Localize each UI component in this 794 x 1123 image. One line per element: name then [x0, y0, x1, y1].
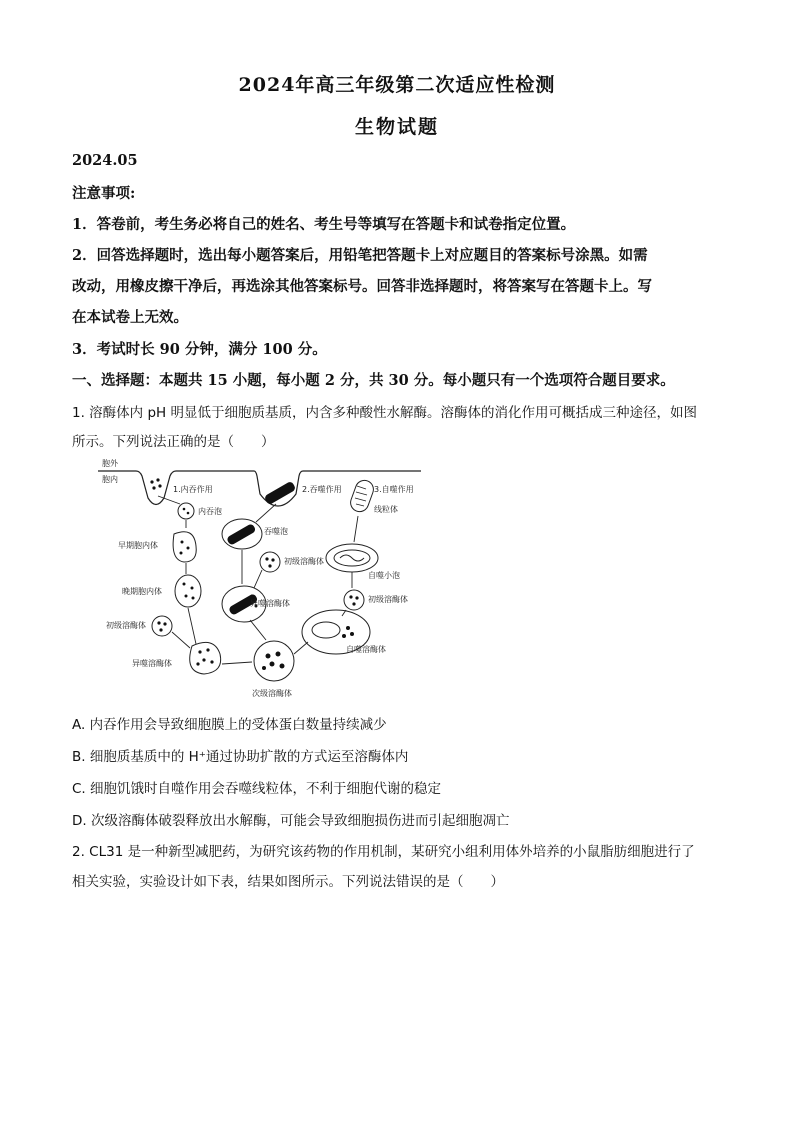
label-outside: 胞外 [102, 459, 118, 468]
label-late-endosome: 晚期胞内体 [122, 587, 162, 596]
section-heading: 一、选择题：本题共 15 小题，每小题 2 分，共 30 分。每小题只有一个选项符合题目要求。 [72, 372, 675, 389]
primary-lysosome-1 [152, 616, 172, 636]
exam-title: 2024年高三年级第二次适应性检测 [238, 74, 556, 96]
label-endocytosis: 1.内吞作用 [173, 485, 213, 494]
exam-date: 2024.05 [72, 152, 138, 169]
primary-lysosome-3 [344, 590, 364, 610]
exam-subtitle: 生物试题 [354, 116, 439, 138]
label-mitochondrion: 线粒体 [374, 505, 398, 514]
early-endosome [173, 532, 196, 562]
note-2-line-2: 改动，用橡皮擦干净后，再选涂其他答案标号。回答非选择题时，将答案写在答题卡上。写 [72, 278, 652, 295]
mitochondrion-icon [348, 478, 376, 514]
note-2-line-1: 2．回答选择题时，选出每小题答案后，用铅笔把答题卡上对应题目的答案标号涂黑。如需 [72, 247, 648, 264]
notes-heading: 注意事项: [72, 185, 136, 202]
q1-stem-line-1: 1. 溶酶体内 pH 明显低于细胞质基质，内含多种酸性水解酶。溶酶体的消化作用可概括成三种途径，如图 [72, 405, 697, 421]
q2-stem-line-2: 相关实验，实验设计如下表，结果如图所示。下列说法错误的是（ ） [72, 874, 504, 890]
label-phagosome: 吞噬泡 [264, 527, 288, 536]
label-heterophagic-1: 异噬溶酶体 [132, 659, 172, 668]
phagocytosed-particle [264, 481, 297, 506]
label-secondary-lysosome: 次级溶酶体 [252, 689, 292, 698]
label-endosome-vesicle: 内吞泡 [198, 507, 222, 516]
label-primary-lysosome-2: 初级溶酶体 [284, 557, 324, 566]
pathway-arrows [158, 496, 358, 664]
label-primary-lysosome-1: 初级溶酶体 [106, 621, 146, 630]
note-2-line-3: 在本试卷上无效。 [72, 309, 188, 326]
note-1: 1．答卷前，考生务必将自己的姓名、考生号等填写在答题卡和试卷指定位置。 [72, 216, 576, 233]
secondary-lysosome [254, 641, 294, 681]
label-early-endosome: 早期胞内体 [118, 541, 158, 550]
label-heterophagic-2: 异噬溶酶体 [250, 599, 290, 608]
primary-lysosome-2 [260, 552, 280, 572]
lysosome-pathway-diagram [96, 456, 426, 706]
label-autophagy: 3.自噬作用 [374, 485, 414, 494]
endocytosis-particles [150, 478, 161, 489]
q1-option-c: C. 细胞饥饿时自噬作用会吞噬线粒体，不利于细胞代谢的稳定 [72, 781, 442, 797]
label-phagocytosis: 2.吞噬作用 [302, 485, 342, 494]
q1-option-b: B. 细胞质基质中的 H⁺通过协助扩散的方式运至溶酶体内 [72, 749, 409, 765]
heterophagic-lysosome-1 [190, 642, 221, 674]
note-3: 3．考试时长 90 分钟，满分 100 分。 [72, 341, 327, 358]
label-autolysosome: 自噬溶酶体 [346, 645, 386, 654]
q1-option-d: D. 次级溶酶体破裂释放出水解酶，可能会导致细胞损伤进而引起细胞凋亡 [72, 813, 510, 829]
label-autophagic-vesicle: 自噬小泡 [368, 571, 400, 580]
q1-option-a: A. 内吞作用会导致细胞膜上的受体蛋白数量持续减少 [72, 717, 387, 733]
label-inside: 胞内 [102, 475, 118, 484]
endocytic-vesicle [178, 503, 194, 519]
q2-stem-line-1: 2. CL31 是一种新型减肥药，为研究该药物的作用机制，某研究小组利用体外培养的小鼠脂肪细胞进行了 [72, 844, 695, 860]
label-primary-lysosome-3: 初级溶酶体 [368, 595, 408, 604]
late-endosome [175, 575, 201, 607]
q1-stem-line-2: 所示。下列说法正确的是（ ） [72, 434, 275, 450]
